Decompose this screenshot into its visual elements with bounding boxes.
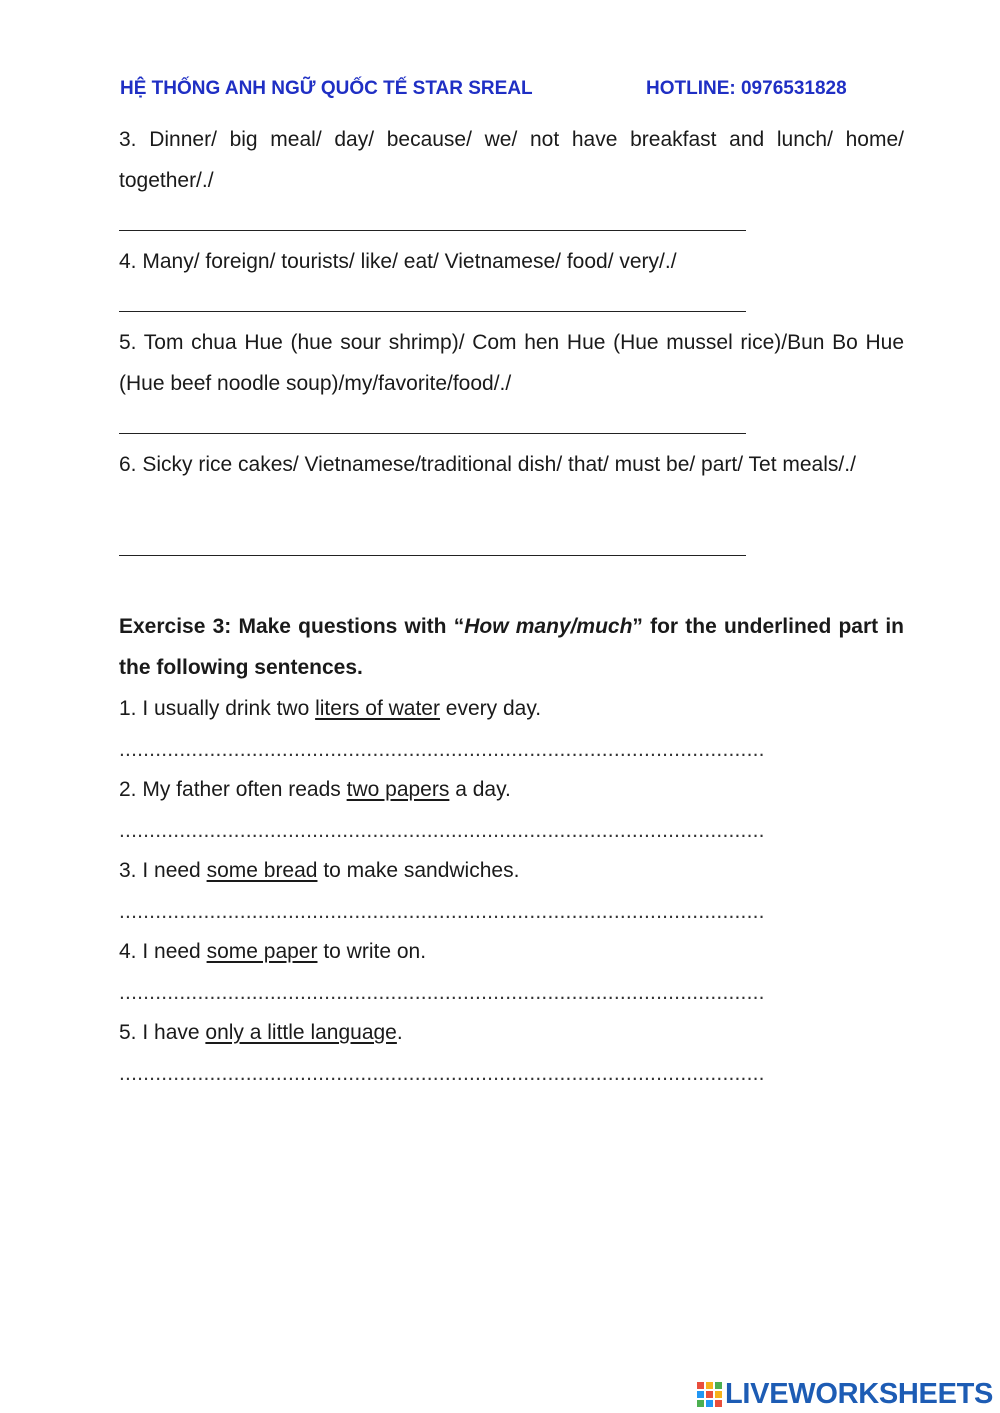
answer-line[interactable] (119, 555, 746, 556)
item-text: every day. (439, 697, 542, 720)
answer-dots[interactable]: ........................................................................................................... (119, 1062, 765, 1085)
exercise3-item-1 (119, 688, 541, 729)
page-header (120, 78, 900, 100)
answer-line[interactable] (119, 433, 746, 434)
exercise2-item-5: 5. Tom chua Hue (hue sour shrimp)/ Com hen Hue (Hue mussel rice)/Bun Bo Hue (Hue beef noodle soup)/my/favorite/food/./ (119, 331, 904, 395)
item-text: 3. I need (119, 859, 207, 882)
exercise3-title-prefix: Exercise 3: Make questions with “ (119, 615, 465, 638)
underlined-part: only a little language (205, 1021, 397, 1044)
answer-line[interactable] (119, 230, 746, 231)
exercise3-item-5 (119, 1012, 403, 1053)
item-text: . (396, 1021, 403, 1044)
exercise3-title (119, 606, 904, 688)
underlined-part: some bread (206, 859, 318, 882)
exercise3-item-4 (119, 931, 426, 972)
item-text: a day. (449, 778, 511, 801)
item-text: to write on. (317, 940, 427, 963)
answer-dots[interactable]: ........................................................................................................... (119, 981, 765, 1004)
school-name: HỆ THỐNG ANH NGỮ QUỐC TẾ STAR SREAL (120, 78, 533, 99)
exercise2-item-4: 4. Many/ foreign/ tourists/ like/ eat/ Vietnamese/ food/ very/./ (119, 250, 677, 273)
item-text: 1. I usually drink two (119, 697, 316, 720)
logo-text: LIVEWORKSHEETS (725, 1378, 994, 1410)
liveworksheets-logo-icon (697, 1382, 723, 1408)
item-text: to make sandwiches. (317, 859, 520, 882)
underlined-part: some paper (206, 940, 318, 963)
underlined-part: two papers (346, 778, 450, 801)
item-text: 2. My father often reads (119, 778, 347, 801)
item-text: 5. I have (119, 1021, 206, 1044)
answer-dots[interactable]: ........................................................................................................... (119, 738, 765, 761)
item-text: 4. I need (119, 940, 207, 963)
answer-dots[interactable]: ........................................................................................................... (119, 819, 765, 842)
exercise3-item-2 (119, 769, 511, 810)
answer-dots[interactable]: ........................................................................................................... (119, 900, 765, 923)
exercise3-item-3 (119, 850, 519, 891)
exercise2-item-3: 3. Dinner/ big meal/ day/ because/ we/ not have breakfast and lunch/ home/ together/./ (119, 128, 904, 192)
hotline: HOTLINE: 0976531828 (646, 78, 847, 99)
exercise3-title-suffix: ” for the underlined part in the following sentences. (119, 615, 904, 679)
exercise3-title-italic: How many/much (464, 615, 633, 638)
answer-line[interactable] (119, 311, 746, 312)
exercise2-item-6: 6. Sicky rice cakes/ Vietnamese/traditional dish/ that/ must be/ part/ Tet meals/./ (119, 453, 856, 476)
underlined-part: liters of water (315, 697, 440, 720)
